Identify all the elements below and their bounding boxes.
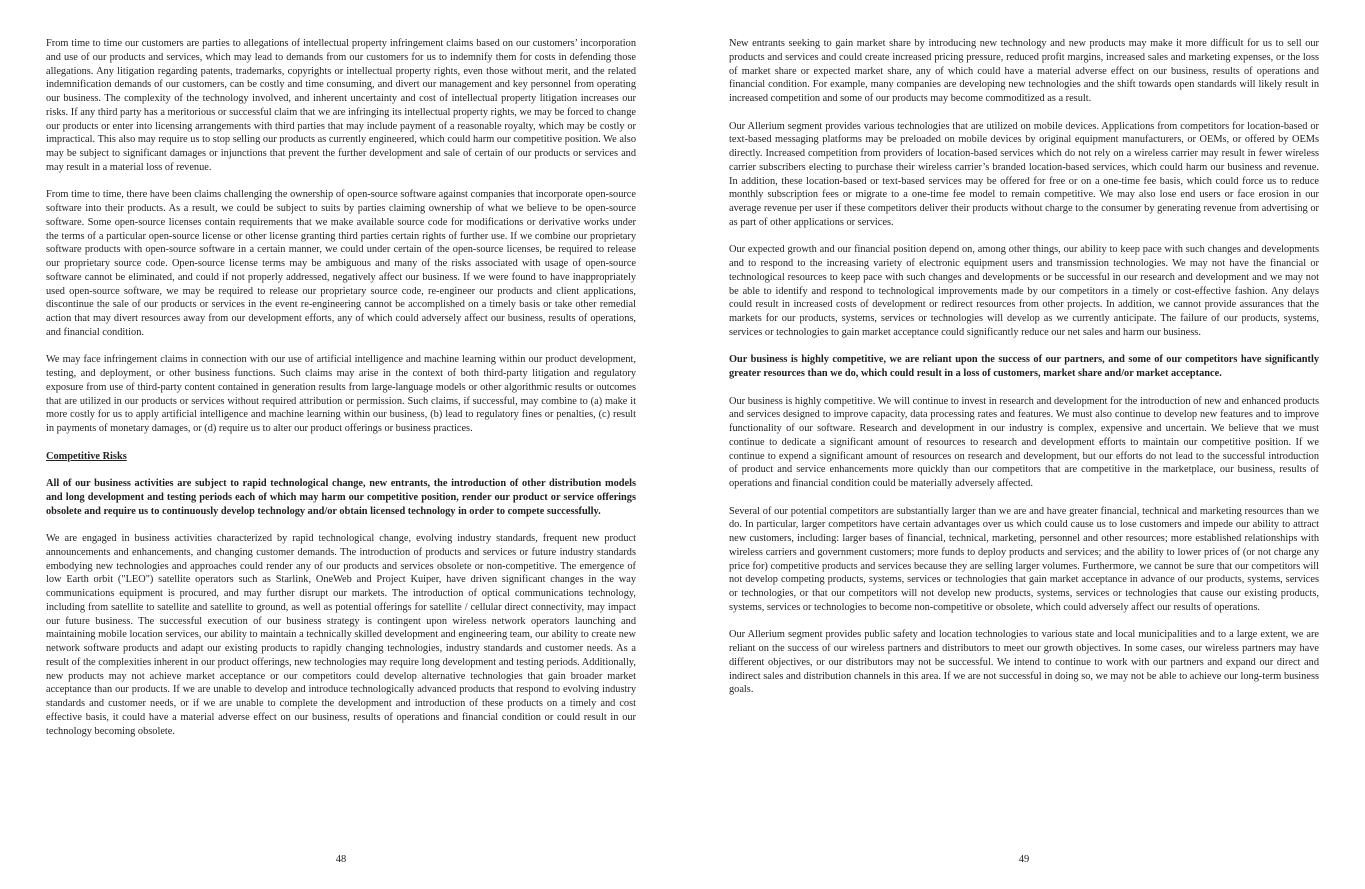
left-page bbox=[0, 0, 682, 889]
paragraph-ai-infringement: We may face infringement claims in connection with our use of artificial intelligence and machine learning within our product development, testing, and deployment, or other business functions. Such claims may arise in the context of both third-party litigation and regulatory exposure from use of third-party content contained in generation results from large-language models or other algorithmic results or outcomes that are utilized in our products or services without required attribution or permission. Such claims, if successful, may combine to (a) make it more costly for us to apply artificial intelligence and machine learning within our business, (b) lead to regulatory fines or penalties, (c) result in payments of monetary damages, or (d) require us to alter our product offerings or business practices. bbox=[46, 354, 636, 434]
paragraph-new-entrants: New entrants seeking to gain market share by introducing new technology and new products may make it more difficult for us to sell our products and services and could create increased pricing pressure, reduced profit margins, increased sales and marketing expenses, or the loss of market share or expected market share, any of which could have a material adverse effect on our business, results of operations and financial condition. For example, many companies are developing new technologies and the shift towards open standards will likely result in increased competition and some of our products may become commoditized as a result. bbox=[729, 38, 1319, 104]
paragraph-business-competitive: Our business is highly competitive. We will continue to invest in research and development for the introduction of new and enhanced products and services designed to improve capacity, data processing rates and features. We must also continue to develop new features and to improve functionality of our software. Research and development in our industry is complex, expensive and uncertain. We believe that we must continue to dedicate a significant amount of resources to research and development efforts to maintain our competitive position. If we continue to expend a significant amount of resources on research and development, but our efforts do not lead to the successful introduction of product and service enhancements more quickly than our competitors that are competitive in the marketplace, our business, results of operations and financial condition could be materially adversely affected. bbox=[729, 395, 1319, 489]
paragraph-expected-growth: Our expected growth and our financial position depend on, among other things, our ability to keep pace with such changes and developments and to respond to the increasing variety of electronic equipment users and transmission technologies. We may not have the financial or technological resources to keep pace with such changes and developments or be successful in our research and development and we may not be able to identify and respond to technological improvements made by our competitors in a timely or cost-effective fashion. Any delays could result in increased costs of development or redirect resources from other projects. In addition, we cannot provide assurances that the markets for our products, systems, services or technologies will develop as we currently anticipate. The failure of our products, systems, services or technologies to gain market acceptance could significantly reduce our net sales and harm our business. bbox=[729, 244, 1319, 338]
paragraph-ip-indemnification: From time to time our customers are parties to allegations of intellectual property infringement claims based on our customers’ incorporation and use of our products and services, which may lead to demands from our customers for us to indemnify them for costs in defending those allegations. Any litigation regarding patents, trademarks, copyrights or intellectual property rights, even those without merit, and the related indemnification demands of our customers, can be costly and time consuming, and divert our management and key personnel from operating our business. The complexity of the technology involved, and inherent uncertainty and cost of intellectual property litigation increases our risks. If any third party has a meritorious or successful claim that we are infringing its intellectual property rights, we may be forced to change our products or enter into licensing arrangements with third parties that may include payment of a reasonable royalty, which may be costly or impractical. This also may require us to stop selling our products as currently engineered, which could harm our competitive position. We also may be subject to significant damages or injunctions that prevent the further development and sale of certain of our products or services and may result in a material loss of revenue. bbox=[46, 38, 636, 173]
paragraph-rapid-change: We are engaged in business activities characterized by rapid technological change, evolving industry standards, frequent new product announcements and enhancements, and changing customer demands. The introduction of products and services or future industry standards embodying new technologies and approaches could render any of our products and services obsolete or non-competitive. The emergence of low Earth orbit ("LEO") satellite operators such as Starlink, OneWeb and Project Kuiper, have driven significant changes in the way communications equipment is procured, and may further disrupt our markets. The introduction of optical communications technology, including from satellite to satellite and satellite to ground, as well as potential offerings for satellite / cellular direct connectivity, may impact our future business. The successful execution of our business strategy is contingent upon wireless network operators launching and maintaining mobile location services, our ability to maintain a technically skilled development and engineering team, our ability to create new network software products and adapt our existing products to rapidly changing technologies, industry standards and customer needs. As a result of the complexities inherent in our product offerings, new technologies may require long development and testing periods. Additionally, new products may not achieve market acceptance or our competitors could develop alternative technologies that gain broader market acceptance than our products. If we are unable to develop and introduce technologically advanced products that respond to evolving industry standards and customer needs, or if we are unable to complete the development and introduction of these products on a timely and cost effective basis, it could have a material adverse effect on our business, results of operations and financial condition or could result in our technology becoming obsolete. bbox=[46, 533, 636, 737]
page-number-left: 48 bbox=[335, 854, 347, 865]
right-text-column bbox=[729, 37, 1319, 711]
paragraph-open-source: From time to time, there have been claims challenging the ownership of open-source software against companies that incorporate open-source software into their products. As a result, we could be subject to suits by parties claiming ownership of what we believe to be open-source software. Some open-source licenses contain requirements that we make available source code for modifications or derivative works under the terms of a particular open-source license or other license granting third parties certain rights of further use. If we combine our proprietary software products with open-source software in a certain manner, we could under certain of the open-source licenses, be required to release our proprietary source code. Open-source license terms may be ambiguous and many of the risks associated with usage of open-source software cannot be eliminated, and could if not properly addressed, negatively affect our business. If we were found to have inappropriately used open-source software, we may be required to release our proprietary source code, re-engineer our products and client applications, discontinue the sale of our products or services in the event re-engineering cannot be accomplished on a timely basis or take other remedial action that may divert resources away from our development efforts, any of which could adversely affect our business, results of operations, and financial condition. bbox=[46, 189, 636, 338]
section-heading-competitive-risks: Competitive Risks bbox=[46, 450, 127, 462]
risk-heading-highly-competitive: Our business is highly competitive, we are reliant upon the success of our partners, and some of our competitors have significantly greater resources than we do, which could result in a loss of customers, market share and/or market acceptance. bbox=[729, 354, 1319, 379]
left-text-column bbox=[46, 37, 636, 752]
page-number-right: 49 bbox=[1018, 854, 1030, 865]
risk-heading-technological-change: All of our business activities are subject to rapid technological change, new entrants, the introduction of other distribution models and long development and testing periods each of which may harm our competitive position, render our product or service offerings obsolete and require us to continuously develop technology and/or obtain licensed technology in order to compete successfully. bbox=[46, 478, 636, 517]
paragraph-allerium-mobile: Our Allerium segment provides various technologies that are utilized on mobile devices. Applications from competitors for location-based or text-based messaging platforms may be preloaded on mobile devices by original equipment manufacturers, or OEMs, or offered by OEMs directly. Increased competition from providers of location-based services which do not rely on a wireless carrier may result in fewer wireless carrier subscribers electing to purchase their wireless carrier’s branded location-based services, which could harm our business and revenue. In addition, these location-based or text-based services may be offered for free or on a one-time fee basis, which could force us to reduce monthly subscription fees or migrate to a one-time fee model to remain competitive. We may also lose end users or face erosion in our average revenue per user if these competitors deliver their products without charge to the consumer by generating revenue from advertising or as part of other applications or services. bbox=[729, 120, 1319, 228]
right-page bbox=[683, 0, 1365, 889]
paragraph-allerium-public-safety: Our Allerium segment provides public safety and location technologies to various state and local municipalities and to a large extent, we are reliant on the success of our wireless partners and distributors to meet our growth objectives. In some cases, our wireless partners may have different objectives, or our distributors may not be successful. We intend to continue to work with our partners and expand our direct and indirect sales and distribution channels in this area. If we are not successful in doing so, we may not be able to achieve our long-term business goals. bbox=[729, 629, 1319, 696]
paragraph-larger-competitors: Several of our potential competitors are substantially larger than we are and have greater financial, technical and marketing resources than we do. In particular, larger competitors have certain advantages over us which could cause us to lose customers and impede our ability to attract new customers, including: larger bases of financial, technical, marketing, personnel and other resources; more established relationships with wireless carriers and government customers; more funds to deploy products and services; and the ability to lower prices of (or not charge any price for) competitive products and services because they are selling larger volumes. Furthermore, we cannot be sure that our competitors will not develop competing products, systems, services or technologies that gain market acceptance in advance of our products, systems, services or technologies, or that our competitors will not develop new products, systems, services or technologies that cause our existing products, systems, services or technologies to become non-competitive or obsolete, which could adversely affect our results of operations. bbox=[729, 505, 1319, 613]
